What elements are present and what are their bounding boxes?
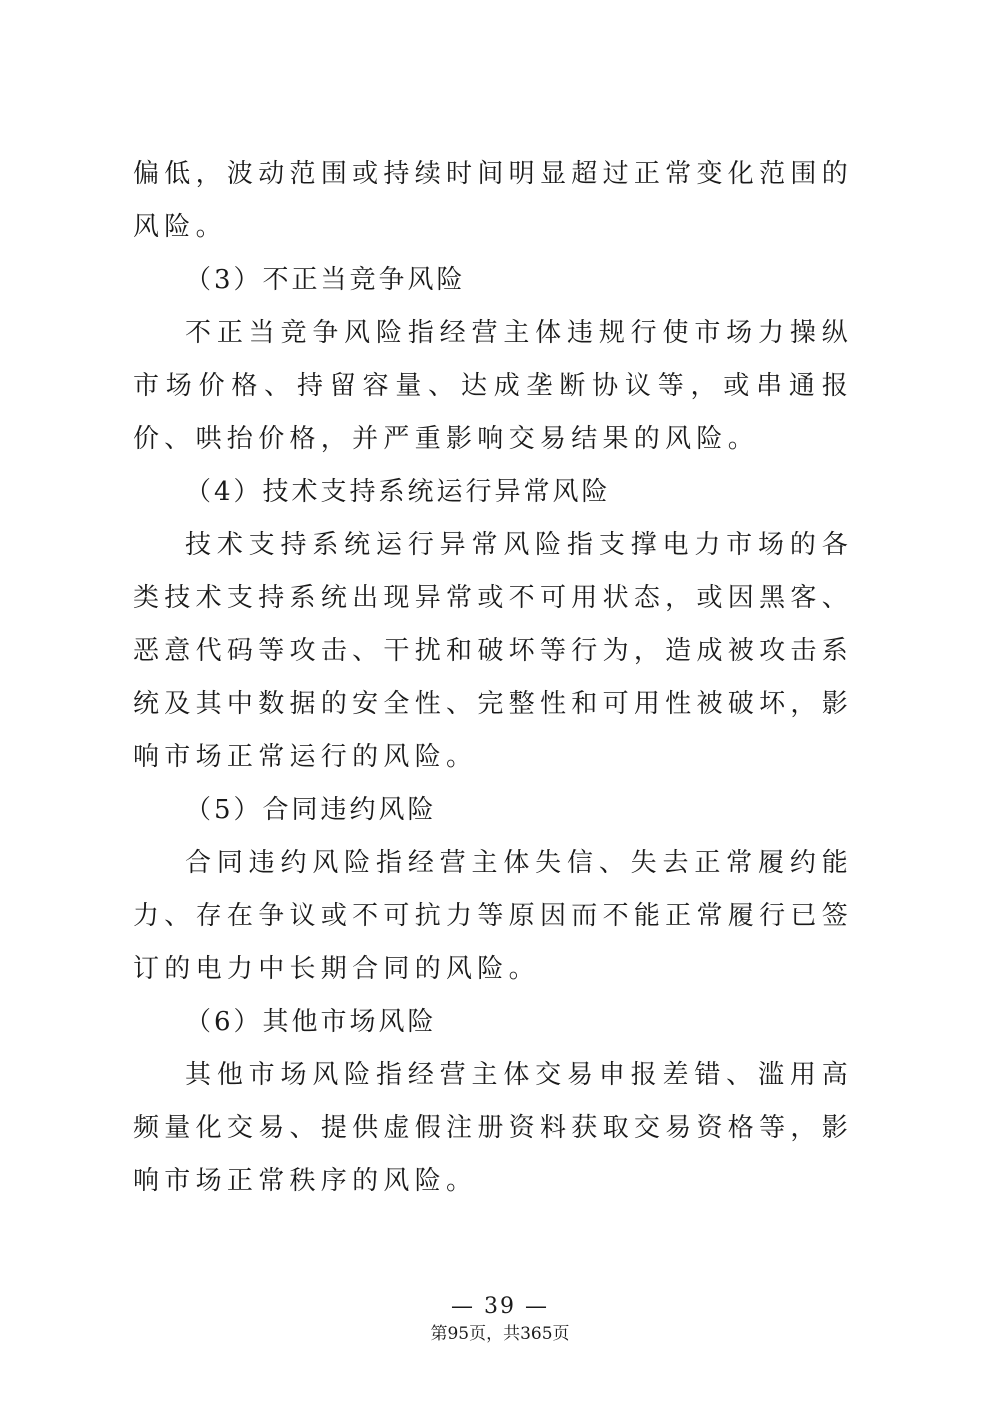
page-number: — 39 — xyxy=(451,1294,549,1319)
paragraph-tech-support-system: 技术支持系统运行异常风险指支撑电力市场的各类技术支持系统出现异常或不可用状态，或因黑客、恶意代码等攻击、干扰和破坏等行为，造成被攻击系统及其中数据的安全性、完整性和可用性被破坏，影响市场正常运行的风险。 xyxy=(133,530,853,772)
paragraph-continuation: 偏低，波动范围或持续时间明显超过正常变化范围的风险。 xyxy=(133,159,853,242)
paragraph-contract-default: 合同违约风险指经营主体失信、失去正常履约能力、存在争议或不可抗力等原因而不能正常履行已签订的电力中长期合同的风险。 xyxy=(133,848,853,984)
section-heading-6: （6）其他市场风险 xyxy=(185,1007,437,1037)
page-count: 第95页，共365页 xyxy=(430,1324,570,1344)
section-heading-3: （3）不正当竞争风险 xyxy=(185,265,466,295)
document-body xyxy=(133,148,853,1208)
paragraph-unfair-competition: 不正当竞争风险指经营主体违规行使市场力操纵市场价格、持留容量、达成垄断协议等，或串通报价、哄抬价格，并严重影响交易结果的风险。 xyxy=(133,318,853,454)
section-heading-4: （4）技术支持系统运行异常风险 xyxy=(185,477,611,507)
section-heading-5: （5）合同违约风险 xyxy=(185,795,437,825)
paragraph-other-market-risk: 其他市场风险指经营主体交易申报差错、滥用高频量化交易、提供虚假注册资料获取交易资格等，影响市场正常秩序的风险。 xyxy=(133,1060,853,1196)
